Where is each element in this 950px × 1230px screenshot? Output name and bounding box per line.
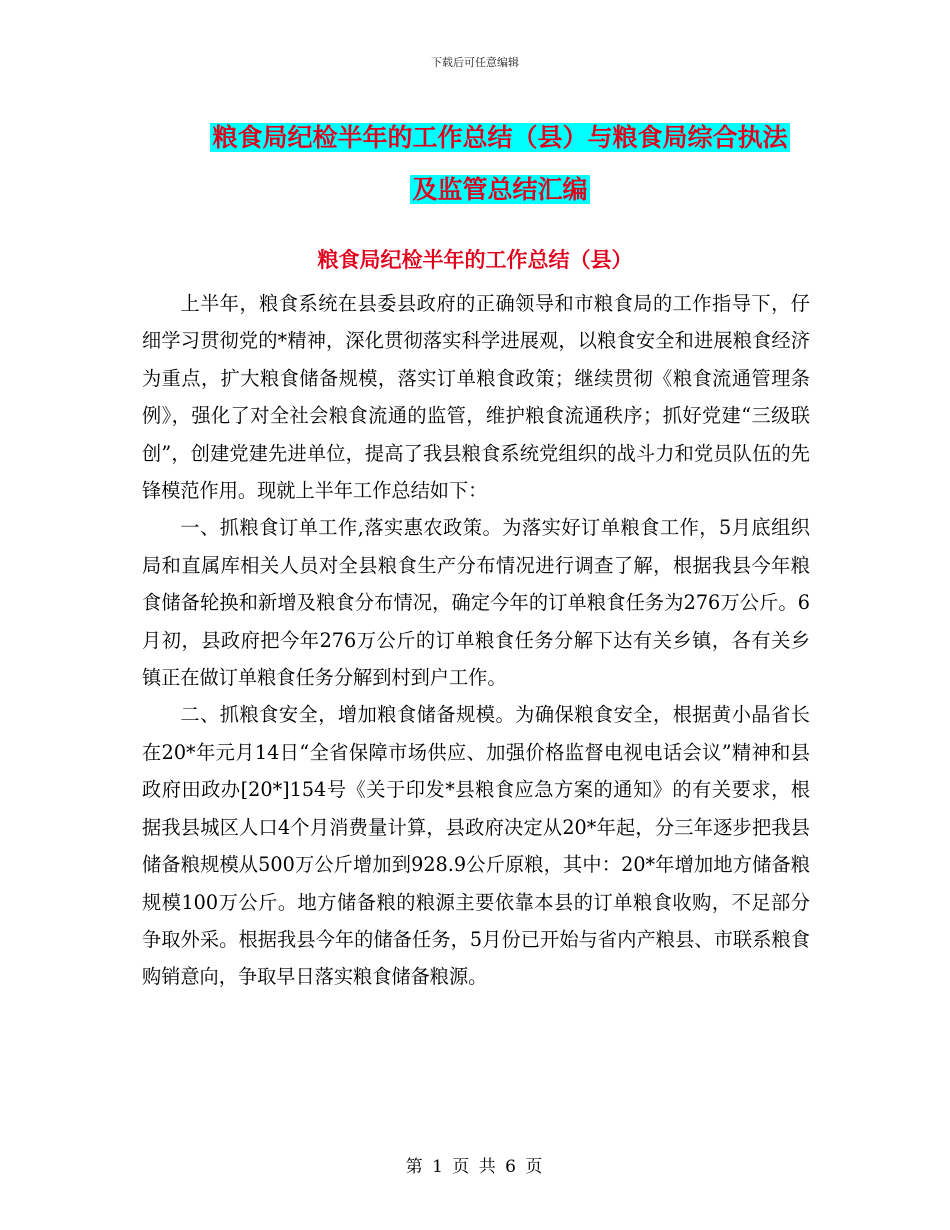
paragraph-section-1: 一、抓粮食订单工作,落实惠农政策。为落实好订单粮食工作，5月底组织局和直属库相关人员对全县粮食生产分布情况进行调查了解，根据我县今年粮食储备轮换和新增及粮食分布情况，确定今年的订单粮食任务为276万公斤。6月初，县政府把今年276万公斤的订单粮食任务分解下达有关乡镇，各有关乡镇正在做订单粮食任务分解到村到户工作。 (142, 516, 810, 690)
document-title (140, 112, 860, 216)
document-title-line2: 及监管总结汇编 (412, 175, 588, 204)
section-title: 粮食局纪检半年的工作总结（县） (317, 248, 633, 272)
paragraph-intro: 上半年，粮食系统在县委县政府的正确领导和市粮食局的工作指导下，仔细学习贯彻党的*精神，深化贯彻落实科学进展观，以粮食安全和进展粮食经济为重点，扩大粮食储备规模，落实订单粮食政策；继续贯彻《粮食流通管理条例》，强化了对全社会粮食流通的监管，维护粮食流通秩序；抓好党建“三级联创”，创建党建先进单位，提高了我县粮食系统党组织的战斗力和党员队伍的先锋模范作用。现就上半年工作总结如下： (142, 292, 810, 503)
paragraph-section-2: 二、抓粮食安全，增加粮食储备规模。为确保粮食安全，根据黄小晶省长在20*年元月14日“全省保障市场供应、加强价格监督电视电话会议”精神和县政府田政办[20*]154号《关于印发*县粮食应急方案的通知》的有关要求，根据我县城区人口4个月消费量计算，县政府决定从20*年起，分三年逐步把我县储备粮规模从500万公斤增加到928.9公斤原粮，其中：20*年增加地方储备粮规模100万公斤。地方储备粮的粮源主要依靠本县的订单粮食收购，不足部分争取外采。根据我县今年的储备任务，5月份已开始与省内产粮县、市联系粮食购销意向，争取早日落实粮食储备粮源。 (142, 703, 810, 989)
page-number: 第 1 页 共 6 页 (405, 1157, 545, 1177)
header-note: 下载后可任意编辑 (431, 56, 519, 69)
document-body (142, 285, 810, 996)
document-title-line1: 粮食局纪检半年的工作总结（县）与粮食局综合执法 (212, 123, 788, 152)
